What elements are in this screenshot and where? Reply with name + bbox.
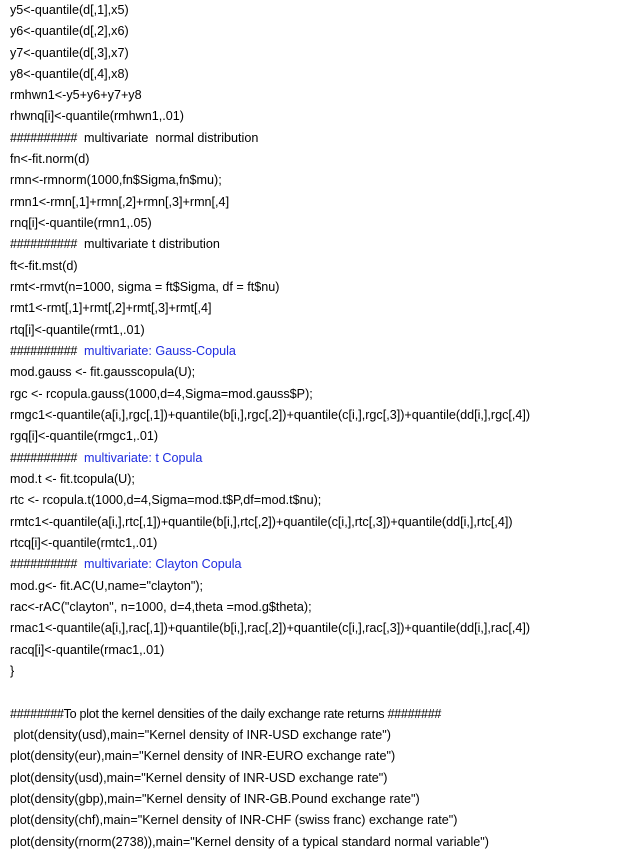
- code-line: plot(density(usd),main="Kernel density of INR-USD exchange rate"): [10, 728, 391, 742]
- comment-text: multivariate: Clayton Copula: [77, 557, 242, 571]
- code-line: rmt1<-rmt[,1]+rmt[,2]+rmt[,3]+rmt[,4]: [10, 301, 212, 315]
- code-line: rmn<-rmnorm(1000,fn$Sigma,fn$mu);: [10, 173, 222, 187]
- code-line: y6<-quantile(d[,2],x6): [10, 24, 129, 38]
- code-line: y5<-quantile(d[,1],x5): [10, 3, 129, 17]
- comment-text: multivariate t distribution: [77, 237, 220, 251]
- code-line: plot(density(chf),main="Kernel density of INR-CHF (swiss franc) exchange rate"): [10, 813, 458, 827]
- section-comment-t-copula: [10, 450, 202, 466]
- code-line: rgq[i]<-quantile(rmgc1,.01): [10, 429, 159, 443]
- code-line: rnq[i]<-quantile(rmn1,.05): [10, 216, 152, 230]
- code-line: plot(density(rnorm(2738)),main="Kernel density of a typical standard normal variable"): [10, 835, 489, 849]
- code-line: racq[i]<-quantile(rmac1,.01): [10, 643, 165, 657]
- code-line: rmac1<-quantile(a[i,],rac[,1])+quantile(b[i,],rac[,2])+quantile(c[i,],rac[,3])+quantile(dd[i,],rac[,4]): [10, 621, 531, 635]
- code-line: rgc <- rcopula.gauss(1000,d=4,Sigma=mod.gauss$P);: [10, 387, 313, 401]
- code-line: rmt<-rmvt(n=1000, sigma = ft$Sigma, df = ft$nu): [10, 280, 280, 294]
- comment-hashes: ##########: [10, 557, 78, 571]
- code-line: mod.gauss <- fit.gausscopula(U);: [10, 365, 196, 379]
- comment-text: multivariate normal distribution: [77, 131, 259, 145]
- code-line: fn<-fit.norm(d): [10, 152, 90, 166]
- code-line: mod.g<- fit.AC(U,name="clayton");: [10, 579, 204, 593]
- comment-hashes: ##########: [10, 237, 78, 251]
- section-comment-clayton-copula: [10, 556, 242, 572]
- code-line: mod.t <- fit.tcopula(U);: [10, 472, 135, 486]
- section-comment-gauss-copula: [10, 343, 236, 359]
- code-line: rmn1<-rmn[,1]+rmn[,2]+rmn[,3]+rmn[,4]: [10, 195, 230, 209]
- code-line: plot(density(gbp),main="Kernel density of INR-GB.Pound exchange rate"): [10, 792, 420, 806]
- code-line: rtq[i]<-quantile(rmt1,.01): [10, 323, 145, 337]
- comment-text: multivariate: Gauss-Copula: [77, 344, 236, 358]
- comment-text: multivariate: t Copula: [77, 451, 203, 465]
- section-comment-t: [10, 236, 220, 252]
- code-line: rhwnq[i]<-quantile(rmhwn1,.01): [10, 109, 184, 123]
- code-line: rac<-rAC("clayton", n=1000, d=4,theta =mod.g$theta);: [10, 600, 312, 614]
- code-line: rmhwn1<-y5+y6+y7+y8: [10, 88, 142, 102]
- code-line: rtcq[i]<-quantile(rmtc1,.01): [10, 536, 158, 550]
- section-comment-kernel-densities: ########To plot the kernel densities of the daily exchange rate returns ########: [10, 707, 442, 721]
- code-line: rtc <- rcopula.t(1000,d=4,Sigma=mod.t$P,df=mod.t$nu);: [10, 493, 322, 507]
- code-line: ft<-fit.mst(d): [10, 259, 78, 273]
- code-line: y7<-quantile(d[,3],x7): [10, 46, 129, 60]
- code-line: plot(density(eur),main="Kernel density of INR-EURO exchange rate"): [10, 749, 396, 763]
- comment-hashes: ##########: [10, 344, 78, 358]
- closing-brace: }: [10, 664, 15, 678]
- code-line: plot(density(usd),main="Kernel density of INR-USD exchange rate"): [10, 771, 388, 785]
- code-line: rmtc1<-quantile(a[i,],rtc[,1])+quantile(b[i,],rtc[,2])+quantile(c[i,],rtc[,3])+quantile(dd[i,],rtc[,4]): [10, 515, 513, 529]
- code-line: y8<-quantile(d[,4],x8): [10, 67, 129, 81]
- comment-hashes: ##########: [10, 451, 78, 465]
- code-line: rmgc1<-quantile(a[i,],rgc[,1])+quantile(b[i,],rgc[,2])+quantile(c[i,],rgc[,3])+quantile(dd[i,],rgc[,4]): [10, 408, 531, 422]
- section-comment-normal: [10, 130, 258, 146]
- comment-hashes: ##########: [10, 131, 78, 145]
